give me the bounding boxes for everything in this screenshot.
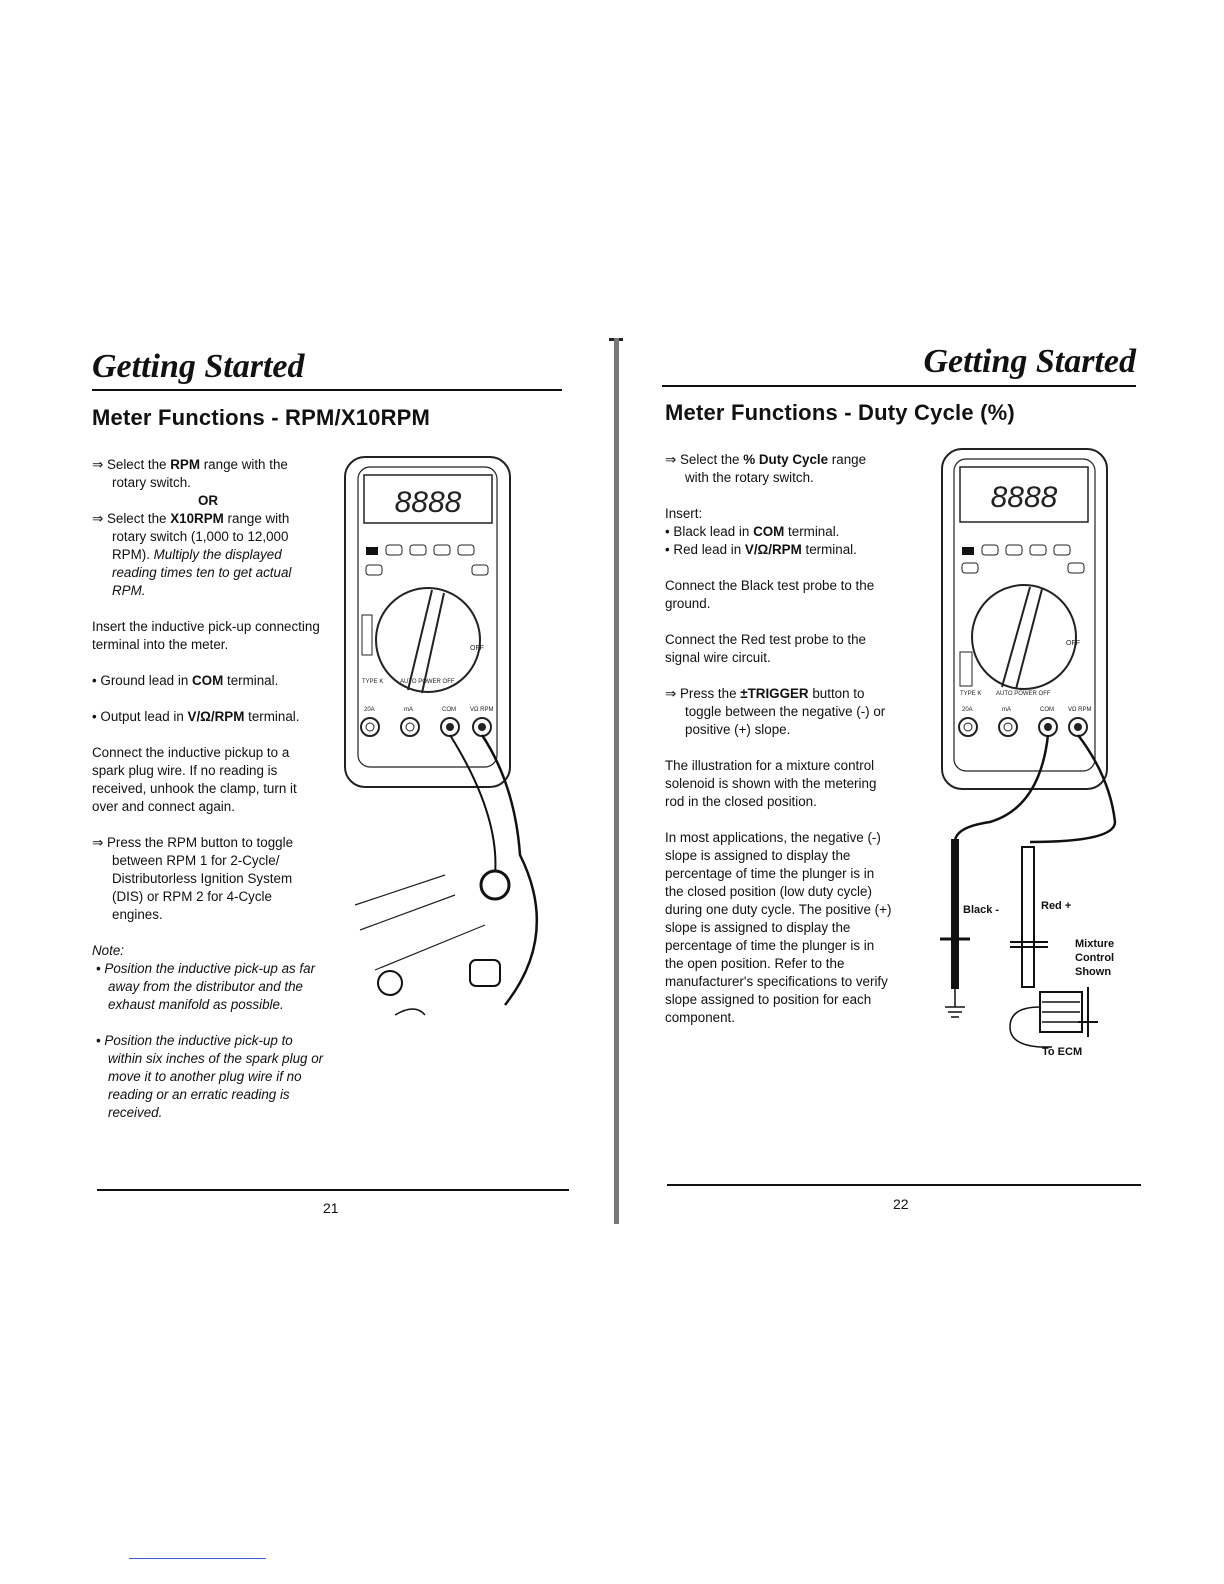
left-step-press: ⇒ Press the RPM button to toggle between RPM 1 for 2-Cycle/ Distributorless Ignition System (DIS) or RPM 2 for 4-Cycle engines. bbox=[92, 835, 294, 922]
left-title-rule bbox=[92, 389, 562, 391]
svg-text:VΩ RPM: VΩ RPM bbox=[1068, 707, 1092, 713]
meter-lcd-digits: 8888 bbox=[990, 481, 1058, 514]
svg-text:VΩ RPM: VΩ RPM bbox=[470, 707, 494, 713]
right-bullet-red: • Red lead in V/Ω/RPM terminal. bbox=[665, 542, 857, 557]
right-slope-text: In most applications, the negative (-) slope is assigned to display the percentage of time the plunger is in the closed position (low duty cycle) during one duty cycle. The positive (+) slope is assigned to display the percentage of time the plunger is in the open position. Refer to the manufacturer's specifications to verify slope assigned to position for each component. bbox=[665, 830, 892, 1025]
right-section-title: Getting Started bbox=[923, 343, 1136, 380]
right-bottom-rule bbox=[667, 1184, 1141, 1186]
left-heading: Meter Functions - RPM/X10RPM bbox=[92, 405, 431, 430]
red-probe bbox=[1022, 847, 1034, 987]
svg-text:COM: COM bbox=[1040, 707, 1054, 713]
left-step-2: ⇒ Select the X10RPM range with rotary switch (1,000 to 12,000 RPM). Multiply the displayed reading times ten to get actual RPM. bbox=[92, 511, 292, 598]
black-probe-label: Black - bbox=[963, 904, 1000, 916]
svg-text:20A: 20A bbox=[364, 707, 375, 713]
left-step-1: ⇒ Select the RPM range with the rotary switch. bbox=[92, 457, 288, 490]
distributor bbox=[378, 971, 402, 995]
svg-text:20A: 20A bbox=[962, 707, 973, 713]
svg-text:COM: COM bbox=[442, 707, 456, 713]
mixture-label-2: Control bbox=[1075, 952, 1115, 964]
svg-text:mA: mA bbox=[1002, 707, 1011, 713]
page-spine bbox=[614, 338, 619, 1224]
meter-lcd-digits: 8888 bbox=[394, 486, 462, 519]
right-red-probe-text: Connect the Red test probe to the signal wire circuit. bbox=[665, 632, 866, 665]
mixture-label-3: Shown bbox=[1075, 966, 1112, 978]
right-page-number: 22 bbox=[893, 1196, 909, 1212]
right-step-1: ⇒ Select the % Duty Cycle range with the rotary switch. bbox=[665, 452, 867, 485]
left-bullet-output: • Output lead in V/Ω/RPM terminal. bbox=[92, 709, 300, 724]
right-black-probe-text: Connect the Black test probe to the ground. bbox=[665, 578, 875, 611]
left-note-label: Note: bbox=[92, 943, 125, 958]
right-illustration-text: The illustration for a mixture control solenoid is shown with the metering rod in the closed position. bbox=[665, 758, 877, 809]
right-meter-illustration bbox=[930, 447, 1130, 1067]
left-page-number: 21 bbox=[323, 1200, 339, 1216]
left-bottom-rule bbox=[97, 1189, 569, 1191]
rotary-switch bbox=[972, 585, 1076, 689]
right-title-rule bbox=[662, 385, 1136, 387]
svg-text:TYPE K: TYPE K bbox=[960, 691, 982, 697]
right-step-trigger: ⇒ Press the ±TRIGGER button to toggle between the negative (-) or positive (+) slope. bbox=[665, 686, 886, 737]
right-heading: Meter Functions - Duty Cycle (%) bbox=[665, 400, 1015, 425]
left-meter-illustration bbox=[340, 455, 565, 1030]
svg-text:mA: mA bbox=[404, 707, 413, 713]
svg-text:OFF: OFF bbox=[1066, 640, 1080, 647]
left-bullet-ground: • Ground lead in COM terminal. bbox=[92, 673, 279, 688]
svg-text:AUTO POWER OFF: AUTO POWER OFF bbox=[996, 691, 1051, 697]
left-body bbox=[92, 456, 324, 1122]
right-body bbox=[665, 451, 893, 1027]
left-or: OR bbox=[197, 493, 219, 508]
mixture-label-1: Mixture bbox=[1075, 938, 1115, 950]
left-insert-text: Insert the inductive pick-up connecting terminal into the meter. bbox=[92, 619, 320, 652]
left-section-title: Getting Started bbox=[92, 348, 305, 385]
red-probe-label: Red + bbox=[1041, 900, 1072, 912]
right-insert-label: Insert: bbox=[665, 506, 703, 521]
left-connect-text: Connect the inductive pickup to a spark plug wire. If no reading is received, unhook the clamp, turn it over and connect again. bbox=[92, 745, 297, 814]
svg-text:OFF: OFF bbox=[470, 645, 484, 652]
svg-text:TYPE K: TYPE K bbox=[362, 679, 384, 685]
left-note-1: • Position the inductive pick-up as far away from the distributor and the exhaust manifold as possible. bbox=[96, 961, 316, 1012]
footnote-separator bbox=[129, 1558, 266, 1559]
to-ecm-label: To ECM bbox=[1042, 1046, 1083, 1058]
black-probe bbox=[951, 839, 959, 989]
right-bullet-black: • Black lead in COM terminal. bbox=[665, 524, 840, 539]
inductive-pickup bbox=[481, 871, 509, 899]
svg-text:AUTO POWER OFF: AUTO POWER OFF bbox=[400, 679, 455, 685]
left-note-2: • Position the inductive pick-up to within six inches of the spark plug or move it to another plug wire if no reading or an erratic reading is received. bbox=[96, 1033, 324, 1120]
